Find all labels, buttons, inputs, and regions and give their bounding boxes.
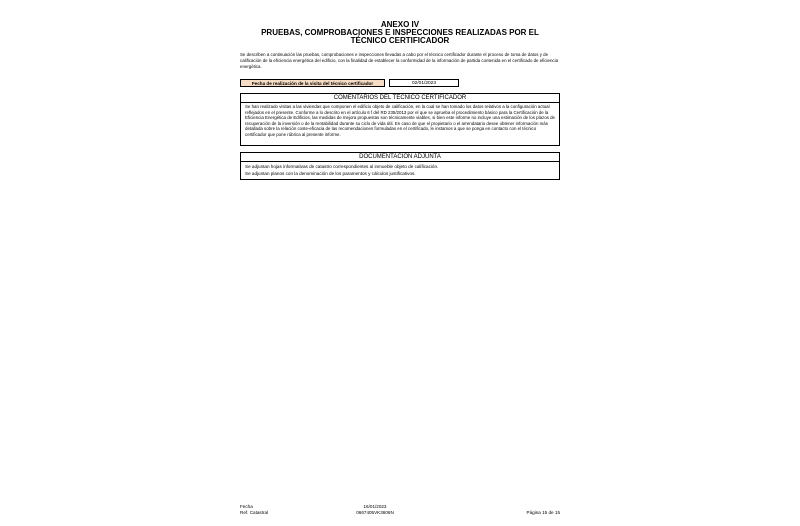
certifier-comments-text: Se han realizado visitas a las viviendas que componen el edificio objeto de calificación, en la cual se han tomado los datos relativos a la configuración actual reflejados en el presente. Conforme a lo descrito en el artículo 6 f del RD 235/2013 por el que se aprueba el procedimiento básico para la Certificación de la Eficiencia Energética de Edificios, las medidas de mejora propuestas son técnicamente viables, si bien este informe no incluye una estimación de los plazos de recuperación de la inversión o de la rentabilidad durante su ciclo de vida útil. En caso de que el propietario o el arrendatario desee obtener información más detallada sobre la relación coste-eficacia de las recomendaciones formuladas en el certificado, le instamos a que se ponga en contacto con el técnico certificador que pone rúbrica al presente informe. <box>245 104 555 137</box>
footer-date-label: Fecha <box>240 504 253 509</box>
footer-labels <box>240 504 268 516</box>
attached-documentation-box <box>240 152 560 180</box>
annex-title-line-1: ANEXO IV <box>380 20 420 29</box>
attached-documentation-title: DOCUMENTACIÓN ADJUNTA <box>241 154 559 162</box>
footer-values <box>340 504 410 516</box>
attached-documentation-line: Se adjuntan planos con la denominación de los paramentos y cálculos justificativos. <box>245 171 416 176</box>
footer-ref-value: 0667405VK3606N <box>356 510 394 515</box>
footer-date-value: 16/01/2023 <box>363 504 387 509</box>
footer-ref-label: Ref. Catastral <box>240 510 269 515</box>
certifier-comments-title: COMENTARIOS DEL TÉCNICO CERTIFICADOR <box>241 95 559 103</box>
annex-title-line-3: TÉCNICO CERTIFICADOR <box>350 36 450 45</box>
visit-date-label: Fecha de realización de la visita del técnico certificador <box>240 79 385 87</box>
attached-documentation-line: Se adjuntan hojas informativas de catastro correspondientes al inmueble objeto de calificación. <box>245 164 439 169</box>
annex-title-line-2: PRUEBAS, COMPROBACIONES E INSPECCIONES REALIZADAS POR EL <box>261 28 539 37</box>
certifier-comments-box <box>240 93 560 146</box>
footer-page-number: Página 15 de 15 <box>526 510 560 515</box>
visit-date-row <box>240 79 459 87</box>
visit-date-value: 02/01/2023 <box>389 79 459 87</box>
annex-title <box>240 21 560 45</box>
intro-paragraph: Se describen a continuación las pruebas, comprobaciones e inspecciones llevadas a cabo por el técnico certificador durante el proceso de toma de datos y de calificación de la eficiencia energética del edificio, con la finalidad de establecer la conformidad de la información de partida contenida en el certificado de eficiencia energética. <box>240 52 559 69</box>
